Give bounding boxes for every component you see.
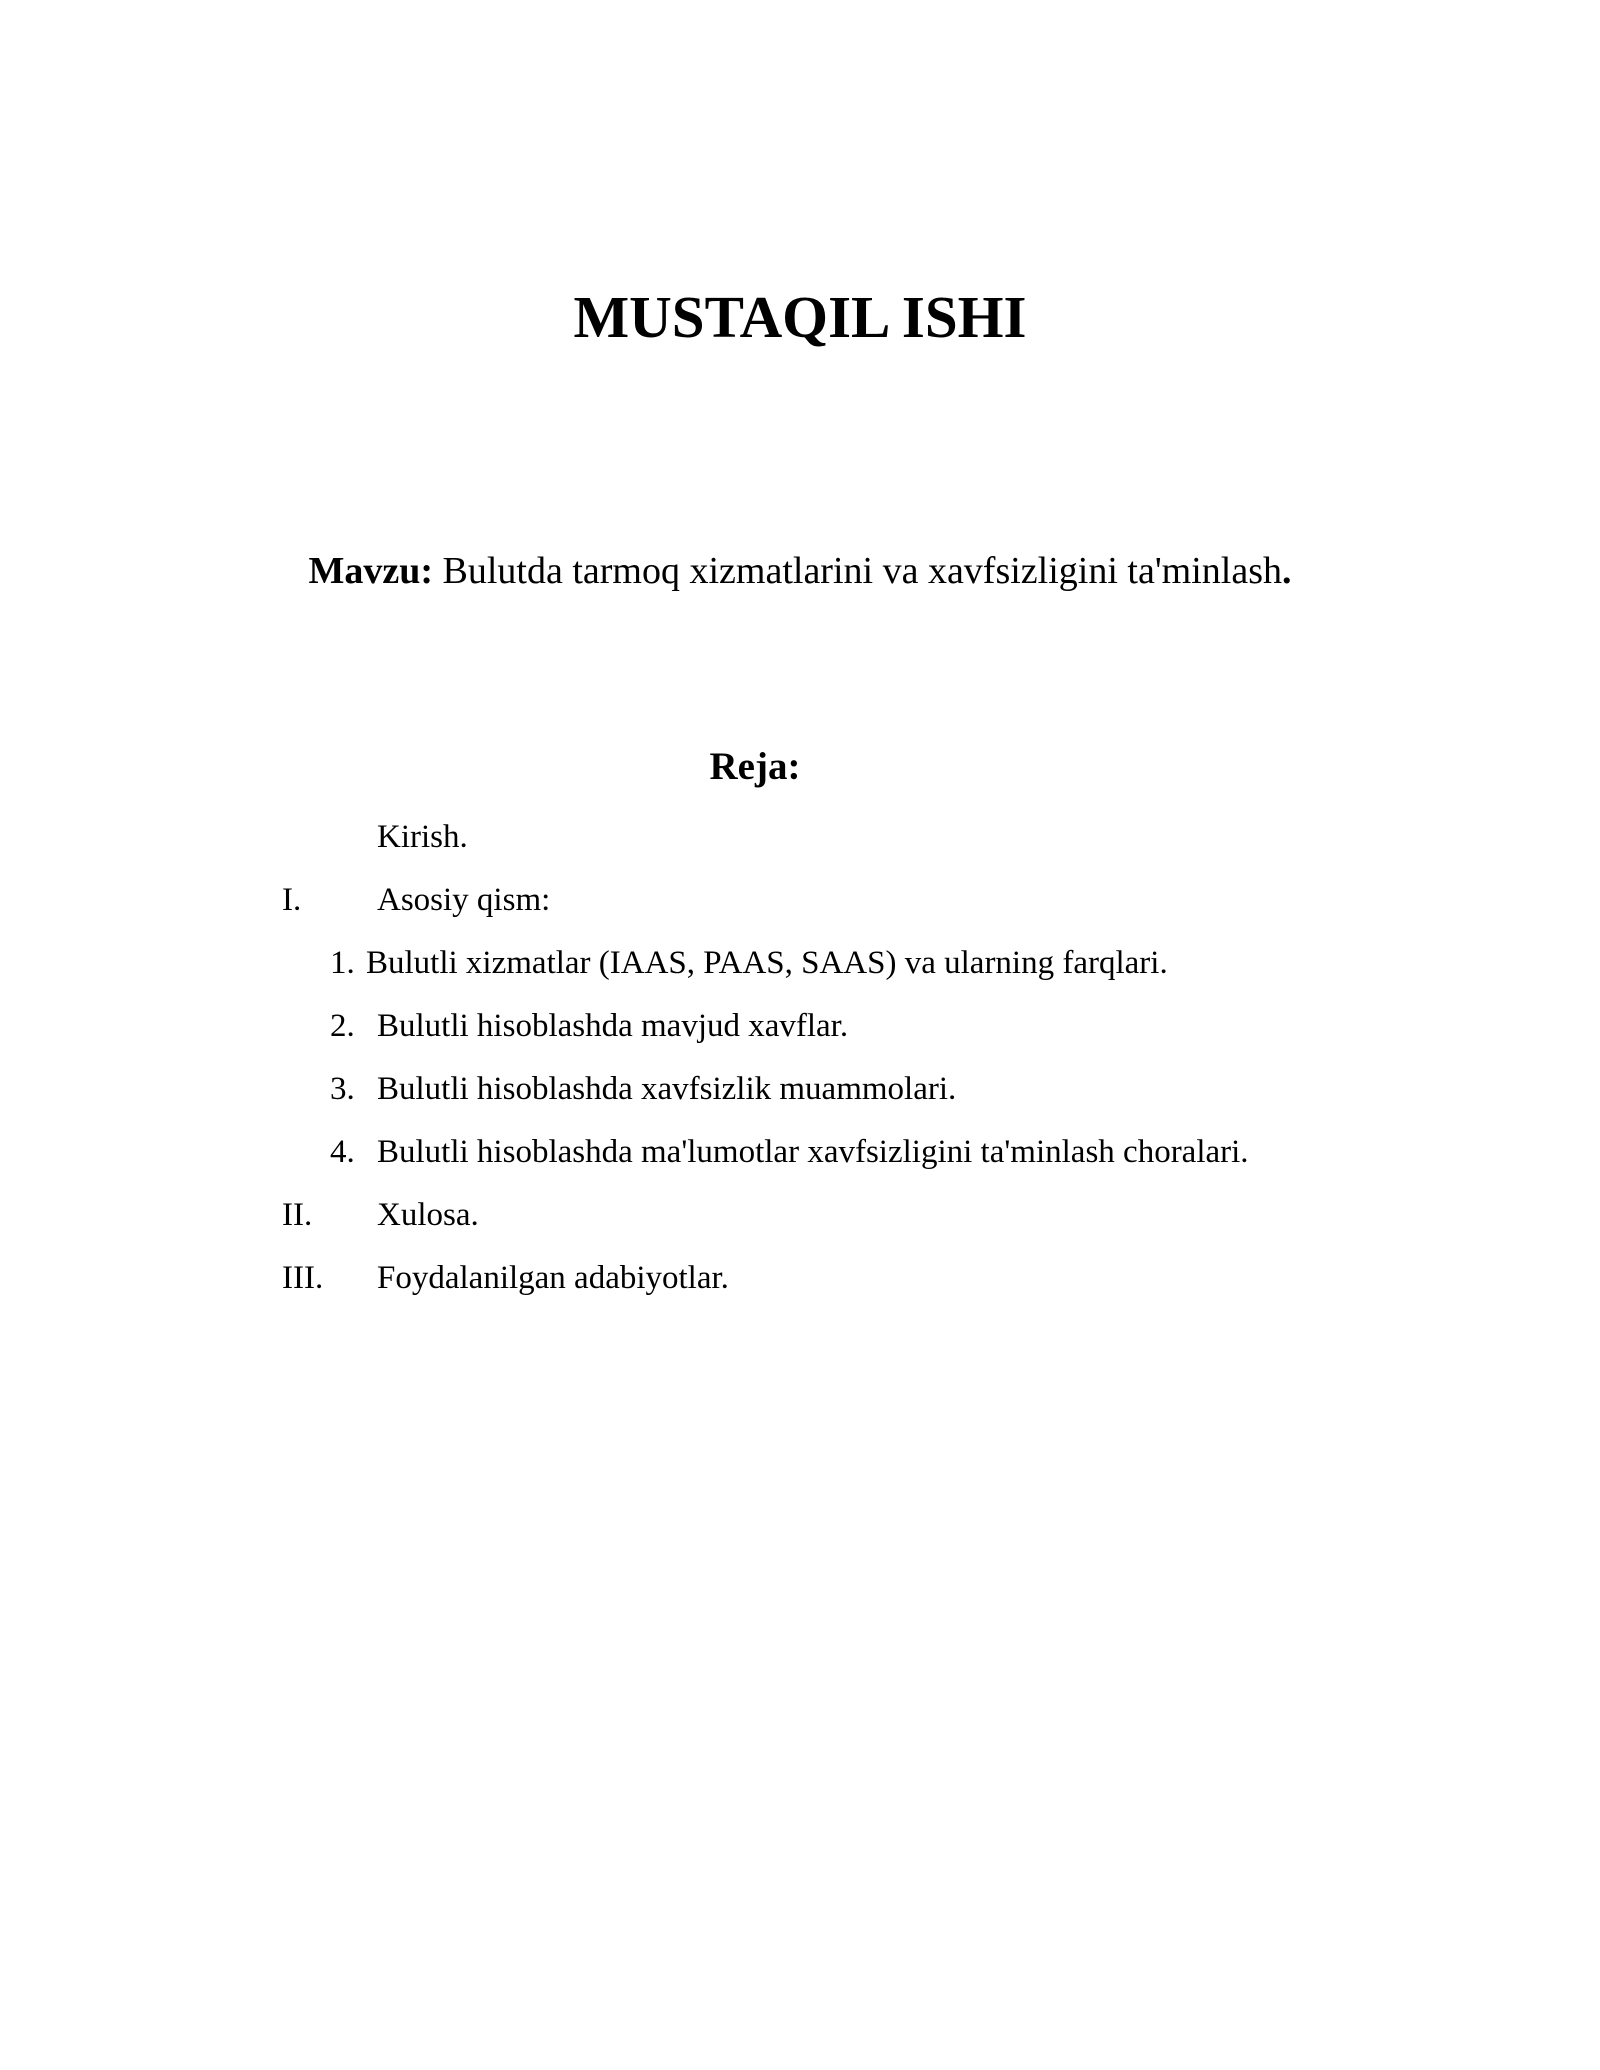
- section-marker: I.: [282, 882, 302, 918]
- topic-text: Bulutda tarmoq xizmatlarini va xavfsizligini ta'minlash: [442, 550, 1283, 592]
- subitem-text: Bulutli hisoblashda xavfsizlik muammolari.: [377, 1071, 957, 1107]
- subitem-marker: 3.: [330, 1071, 355, 1107]
- section-text: Xulosa.: [377, 1197, 479, 1233]
- subitem-text: Bulutli hisoblashda ma'lumotlar xavfsizligini ta'minlash choralari.: [377, 1134, 1249, 1170]
- plan-intro: Kirish.: [377, 819, 468, 855]
- topic-end-mark: .: [1282, 550, 1292, 592]
- section-text: Foydalanilgan adabiyotlar.: [377, 1260, 729, 1296]
- subitem-marker: 2.: [330, 1008, 355, 1044]
- topic-label: Mavzu:: [308, 550, 434, 592]
- subitem-marker: 1.: [330, 945, 355, 981]
- document-title: MUSTAQIL ISHI: [573, 284, 1027, 350]
- subitem-text: Bulutli xizmatlar (IAAS, PAAS, SAAS) va ularning farqlari.: [366, 945, 1168, 981]
- section-marker: II.: [282, 1197, 313, 1233]
- section-text: Asosiy qism:: [377, 882, 551, 918]
- subitem-text: Bulutli hisoblashda mavjud xavflar.: [377, 1008, 849, 1044]
- section-marker: III.: [282, 1260, 324, 1296]
- plan-heading: Reja:: [709, 745, 801, 788]
- subitem-marker: 4.: [330, 1134, 355, 1170]
- topic-line: [0, 546, 1600, 596]
